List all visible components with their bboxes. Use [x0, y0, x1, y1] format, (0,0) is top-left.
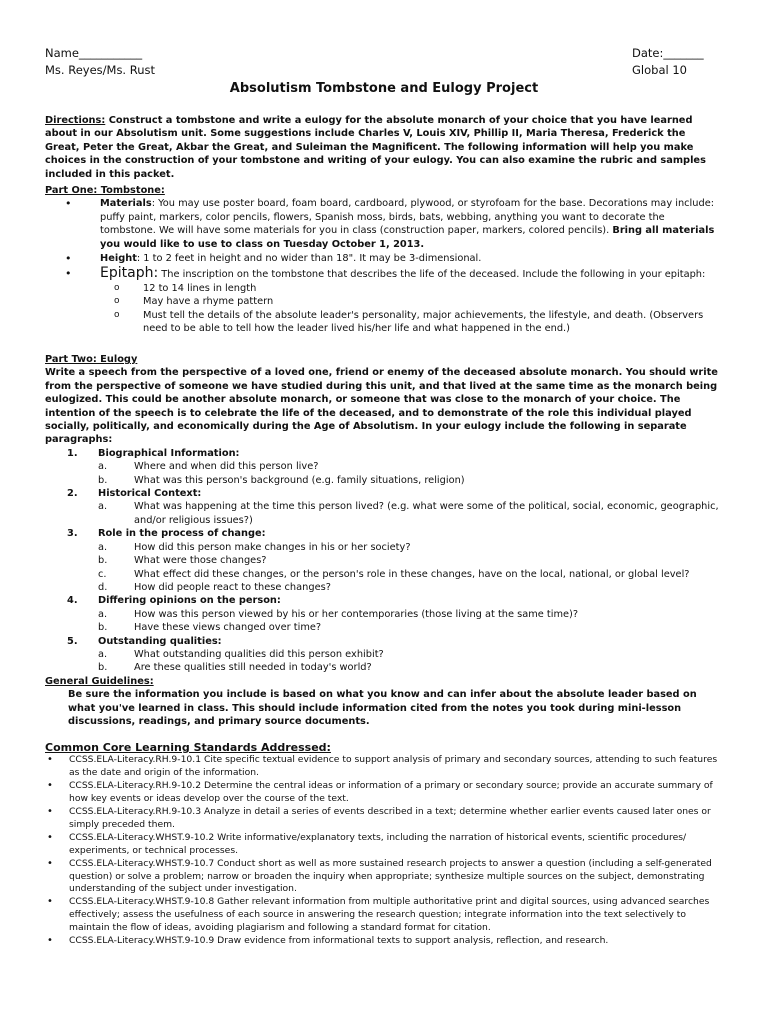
standards-heading: Common Core Learning Standards Addressed:: [45, 741, 331, 754]
question-text: What were those changes?: [134, 555, 267, 567]
materials-label: Materials: [100, 198, 152, 210]
eulogy-section: [45, 527, 723, 594]
standard-item: • CCSS.ELA-Literacy.WHST.9-10.9 Draw evidence from informational texts to support analysis, reflection, and research.: [45, 935, 723, 948]
standards-list: [45, 754, 723, 948]
section-question: [98, 608, 723, 621]
page-title: Absolutism Tombstone and Eulogy Project: [229, 81, 539, 96]
part-two-heading: Part Two: Eulogy: [45, 354, 138, 365]
section-number: 4.: [67, 595, 78, 607]
question-letter: a.: [98, 648, 108, 660]
section-number: 1.: [67, 447, 78, 459]
epitaph-item: [45, 267, 723, 335]
question-letter: a.: [98, 461, 108, 473]
standard-item: • CCSS.ELA-Literacy.WHST.9-10.2 Write informative/explanatory texts, including the narration of historical events, scientific procedures/ experiments, or technical processes.: [45, 832, 723, 858]
materials-bold-note: Bring all materials you would like to use to class on Tuesday October 1, 2013.: [100, 225, 715, 250]
question-letter: b.: [98, 662, 108, 674]
eulogy-section: [45, 635, 723, 675]
section-title: Outstanding qualities:: [98, 635, 222, 647]
section-question: [98, 581, 723, 594]
question-text: How did people react to these changes?: [134, 581, 331, 593]
materials-text: : You may use poster board, foam board, cardboard, plywood, or styrofoam for the base. Decorations may include: puffy paint, markers, color pencils, flowers, Spanish moss, birds, bats, webbing, anything you want to decorate the tombstone. We will have some materials for you in class (construction paper, markers, colored pencils).: [100, 198, 715, 237]
question-letter: b.: [98, 474, 108, 486]
section-question: [98, 648, 723, 661]
eulogy-intro: Write a speech from the perspective of a loved one, friend or enemy of the deceased absolute monarch. You should write from the perspective of someone we have studied during this unit, and that lived at the same time as the monarch being eulogized. This could be another absolute monarch, or someone that was close to the monarch of your choice. The intention of the speech is to celebrate the life of the deceased, and to demonstrate of the role this individual played socially, politically, and economically during the Age of Absolutism. In your eulogy include the following in separate paragraphs:: [45, 367, 718, 446]
standards-section: [45, 741, 723, 948]
question-text: What outstanding qualities did this person exhibit?: [134, 648, 384, 660]
epitaph-subitem: o May have a rhyme pattern: [100, 295, 723, 308]
question-text: What was happening at the time this person lived? (e.g. what were some of the political, social, economic, geographic, and/or religious issues?): [134, 501, 719, 526]
section-question: [98, 661, 723, 674]
directions-paragraph: [45, 114, 723, 181]
materials-item: [45, 197, 723, 251]
section-question: [98, 460, 723, 473]
question-letter: b.: [98, 622, 108, 634]
standard-item: • CCSS.ELA-Literacy.RH.9-10.2 Determine the central ideas or information of a primary or secondary source; provide an accurate summary of how key events or ideas develop over the course of the text.: [45, 780, 723, 806]
section-question: [98, 554, 723, 567]
section-number: 2.: [67, 488, 78, 500]
guidelines-text: Be sure the information you include is based on what you know and can infer about the absolute leader based on what you've learned in class. This should include information cited from the notes you took during mini-lesson discussions, readings, and primary source documents.: [68, 689, 697, 728]
epitaph-subitem: o Must tell the details of the absolute leader's personality, major achievements, the lifestyle, and death. (Observers need to be able to tell how the leader lived his/her life and what happened in the end.): [100, 309, 723, 336]
section-title: Differing opinions on the person:: [98, 595, 281, 607]
section-number: 3.: [67, 528, 78, 540]
course-name: Global 10: [632, 63, 687, 77]
question-text: What was this person's background (e.g. family situations, religion): [134, 474, 465, 486]
question-letter: d.: [98, 581, 108, 593]
directions-text: Construct a tombstone and write a eulogy for the absolute monarch of your choice that you have learned about in our Absolutism unit. Some suggestions include Charles V, Louis XIV, Phillip II, Maria Theresa, Frederick the Great, Peter the Great, Akbar the Great, and Suleiman the Magnificent. The following information will help you make choices in the construction of your tombstone and writing of your eulogy. You can also examine the rubric and samples included in this packet.: [45, 115, 706, 180]
guidelines-section: [45, 675, 723, 729]
section-question: [98, 541, 723, 554]
date-field-label: Date:_______: [632, 46, 704, 60]
eulogy-section: [45, 447, 723, 487]
section-title: Biographical Information:: [98, 447, 240, 459]
standard-item: • CCSS.ELA-Literacy.WHST.9-10.8 Gather relevant information from multiple authoritative print and digital sources, using advanced searches effectively; assess the usefulness of each source in answering the research question; integrate information into the text selectively to maintain the flow of ideas, avoiding plagiarism and following a standard format for citation.: [45, 896, 723, 935]
guidelines-heading: General Guidelines:: [45, 676, 154, 687]
section-question: [98, 500, 723, 527]
question-text: What effect did these changes, or the person's role in these changes, have on the local, national, or global level?: [134, 568, 690, 580]
part-two-section: [45, 353, 723, 675]
section-title: Historical Context:: [98, 488, 202, 500]
question-text: How did this person make changes in his or her society?: [134, 541, 411, 553]
section-title: Role in the process of change:: [98, 528, 266, 540]
question-text: How was this person viewed by his or her contemporaries (those living at the same time)?: [134, 608, 579, 620]
eulogy-section: [45, 594, 723, 634]
directions-label: Directions:: [45, 115, 106, 126]
epitaph-label: Epitaph:: [100, 265, 159, 282]
question-text: Have these views changed over time?: [134, 622, 322, 634]
section-number: 5.: [67, 635, 78, 647]
question-letter: b.: [98, 555, 108, 567]
height-text: : 1 to 2 feet in height and no wider than 18". It may be 3-dimensional.: [136, 253, 482, 265]
section-question: [98, 568, 723, 581]
teacher-names: Ms. Reyes/Ms. Rust: [45, 63, 156, 77]
eulogy-section: [45, 487, 723, 527]
standard-item: • CCSS.ELA-Literacy.RH.9-10.3 Analyze in detail a series of events described in a text; determine whether earlier events caused later ones or simply preceded them.: [45, 806, 723, 832]
part-one-section: [45, 184, 723, 335]
question-letter: a.: [98, 501, 108, 513]
section-question: [98, 474, 723, 487]
section-question: [98, 621, 723, 634]
epitaph-subitem: o 12 to 14 lines in length: [100, 282, 723, 295]
question-text: Are these qualities still needed in today's world?: [134, 662, 372, 674]
question-letter: a.: [98, 541, 108, 553]
standard-item: • CCSS.ELA-Literacy.RH.9-10.1 Cite specific textual evidence to support analysis of primary and secondary sources, attending to such features as the date and origin of the information.: [45, 754, 723, 780]
eulogy-sections-list: [45, 447, 723, 675]
epitaph-text: The inscription on the tombstone that describes the life of the deceased. Include the following in your epitaph:: [158, 269, 706, 281]
standard-item: • CCSS.ELA-Literacy.WHST.9-10.7 Conduct short as well as more sustained research projects to answer a question (including a self-generated question) or solve a problem; narrow or broaden the inquiry when appropriate; synthesize multiple sources on the subject, demonstrating understanding of the subject under investigation.: [45, 858, 723, 897]
question-letter: a.: [98, 608, 108, 620]
question-text: Where and when did this person live?: [134, 461, 319, 473]
name-field-label: Name___________: [45, 46, 143, 60]
height-label: Height: [100, 253, 137, 265]
question-letter: c.: [98, 568, 107, 580]
height-item: [45, 252, 723, 265]
part-one-heading: Part One: Tombstone:: [45, 185, 165, 196]
